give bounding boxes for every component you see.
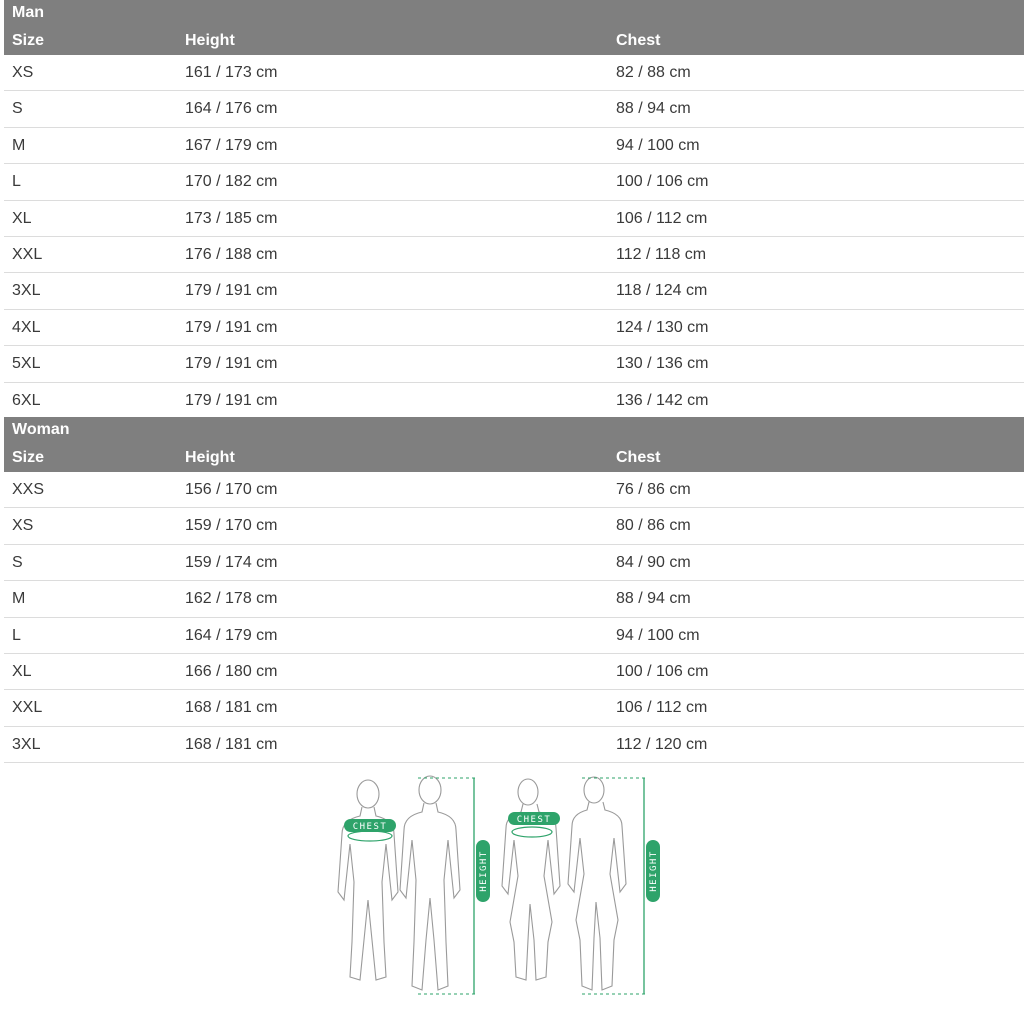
- cell-chest: 106 / 112 cm: [616, 209, 708, 227]
- table-row: [4, 273, 1024, 309]
- cell-height: 159 / 170 cm: [185, 517, 278, 535]
- cell-height: 179 / 191 cm: [185, 355, 278, 373]
- cell-chest: 76 / 86 cm: [616, 481, 691, 498]
- column-header-height: Height: [185, 32, 235, 49]
- cell-height: 161 / 173 cm: [185, 64, 278, 81]
- table-row: [4, 654, 1024, 690]
- female-front-figure: [502, 779, 560, 980]
- height-label-male: HEIGHT: [479, 850, 489, 892]
- woman-table-body: [4, 472, 1024, 763]
- cell-height: 164 / 179 cm: [185, 626, 278, 644]
- cell-size: S: [12, 553, 23, 571]
- chest-label-male: CHEST: [352, 822, 388, 832]
- cell-height: 179 / 191 cm: [185, 282, 278, 300]
- cell-chest: 124 / 130 cm: [616, 318, 709, 336]
- chest-label-female: CHEST: [516, 815, 552, 825]
- cell-chest: 82 / 88 cm: [616, 64, 691, 81]
- man-size-table: [4, 0, 1024, 419]
- table-row: [4, 472, 1024, 508]
- cell-height: 173 / 185 cm: [185, 209, 278, 227]
- male-back-figure: [400, 776, 460, 990]
- table-row: [4, 237, 1024, 273]
- man-table-header: [4, 0, 1024, 55]
- cell-size: 4XL: [12, 318, 41, 336]
- male-chest-measure: [344, 819, 396, 841]
- cell-chest: 118 / 124 cm: [616, 282, 708, 300]
- column-header-size: Size: [12, 32, 45, 49]
- table-row: [4, 164, 1024, 200]
- cell-chest: 88 / 94 cm: [616, 100, 691, 118]
- female-chest-measure: [508, 812, 560, 837]
- table-row: [4, 690, 1024, 726]
- woman-size-table: [4, 417, 1024, 763]
- table-row: [4, 618, 1024, 654]
- cell-chest: 130 / 136 cm: [616, 355, 709, 373]
- table-row: [4, 201, 1024, 237]
- cell-height: 159 / 174 cm: [185, 553, 278, 571]
- table-row: [4, 310, 1024, 346]
- table-row: [4, 581, 1024, 617]
- cell-chest: 100 / 106 cm: [616, 173, 709, 191]
- cell-height: 156 / 170 cm: [185, 481, 278, 498]
- measurement-guide-figures: [330, 772, 670, 1002]
- cell-height: 170 / 182 cm: [185, 173, 278, 191]
- cell-height: 168 / 181 cm: [185, 735, 278, 753]
- table-row: [4, 55, 1024, 91]
- column-header-chest: Chest: [616, 32, 661, 49]
- table-row: [4, 727, 1024, 763]
- cell-size: S: [12, 100, 23, 118]
- male-front-figure: [338, 780, 398, 980]
- table-row: [4, 346, 1024, 382]
- table-row: [4, 545, 1024, 581]
- cell-chest: 94 / 100 cm: [616, 626, 700, 644]
- cell-chest: 84 / 90 cm: [616, 553, 691, 571]
- cell-height: 164 / 176 cm: [185, 100, 278, 118]
- cell-chest: 112 / 118 cm: [616, 245, 707, 263]
- table-title-man: Man: [12, 4, 44, 21]
- cell-size: L: [12, 173, 21, 191]
- table-row: [4, 128, 1024, 164]
- cell-size: 5XL: [12, 355, 41, 373]
- cell-chest: 94 / 100 cm: [616, 136, 700, 154]
- cell-size: XS: [12, 517, 34, 535]
- cell-chest: 100 / 106 cm: [616, 662, 709, 680]
- woman-table-header: [4, 417, 1024, 472]
- cell-height: 162 / 178 cm: [185, 590, 278, 608]
- cell-chest: 88 / 94 cm: [616, 590, 691, 608]
- cell-chest: 136 / 142 cm: [616, 391, 709, 409]
- column-header-size: Size: [12, 449, 45, 466]
- man-table-body: [4, 55, 1024, 419]
- cell-height: 168 / 181 cm: [185, 699, 278, 717]
- cell-chest: 112 / 120 cm: [616, 735, 708, 753]
- cell-size: 3XL: [12, 282, 41, 300]
- cell-size: XXS: [12, 481, 45, 498]
- column-header-chest: Chest: [616, 449, 661, 466]
- cell-size: M: [12, 136, 26, 154]
- cell-size: XL: [12, 209, 32, 227]
- cell-height: 167 / 179 cm: [185, 136, 278, 154]
- cell-size: XS: [12, 64, 34, 81]
- cell-size: 6XL: [12, 391, 41, 409]
- female-height-measure: [582, 778, 660, 994]
- height-label-female: HEIGHT: [649, 850, 659, 892]
- male-height-measure: [418, 778, 490, 994]
- cell-height: 179 / 191 cm: [185, 391, 278, 409]
- cell-size: XXL: [12, 699, 43, 717]
- cell-height: 179 / 191 cm: [185, 318, 278, 336]
- table-title-woman: Woman: [12, 421, 70, 438]
- column-header-height: Height: [185, 449, 235, 466]
- table-row: [4, 508, 1024, 544]
- table-row: [4, 91, 1024, 127]
- cell-size: M: [12, 590, 26, 608]
- cell-size: XL: [12, 662, 32, 680]
- cell-size: L: [12, 626, 21, 644]
- cell-chest: 106 / 112 cm: [616, 699, 708, 717]
- table-row: [4, 383, 1024, 419]
- cell-size: XXL: [12, 245, 43, 263]
- cell-chest: 80 / 86 cm: [616, 517, 691, 535]
- female-back-figure: [568, 777, 626, 990]
- cell-height: 176 / 188 cm: [185, 245, 278, 263]
- cell-size: 3XL: [12, 735, 41, 753]
- cell-height: 166 / 180 cm: [185, 662, 278, 680]
